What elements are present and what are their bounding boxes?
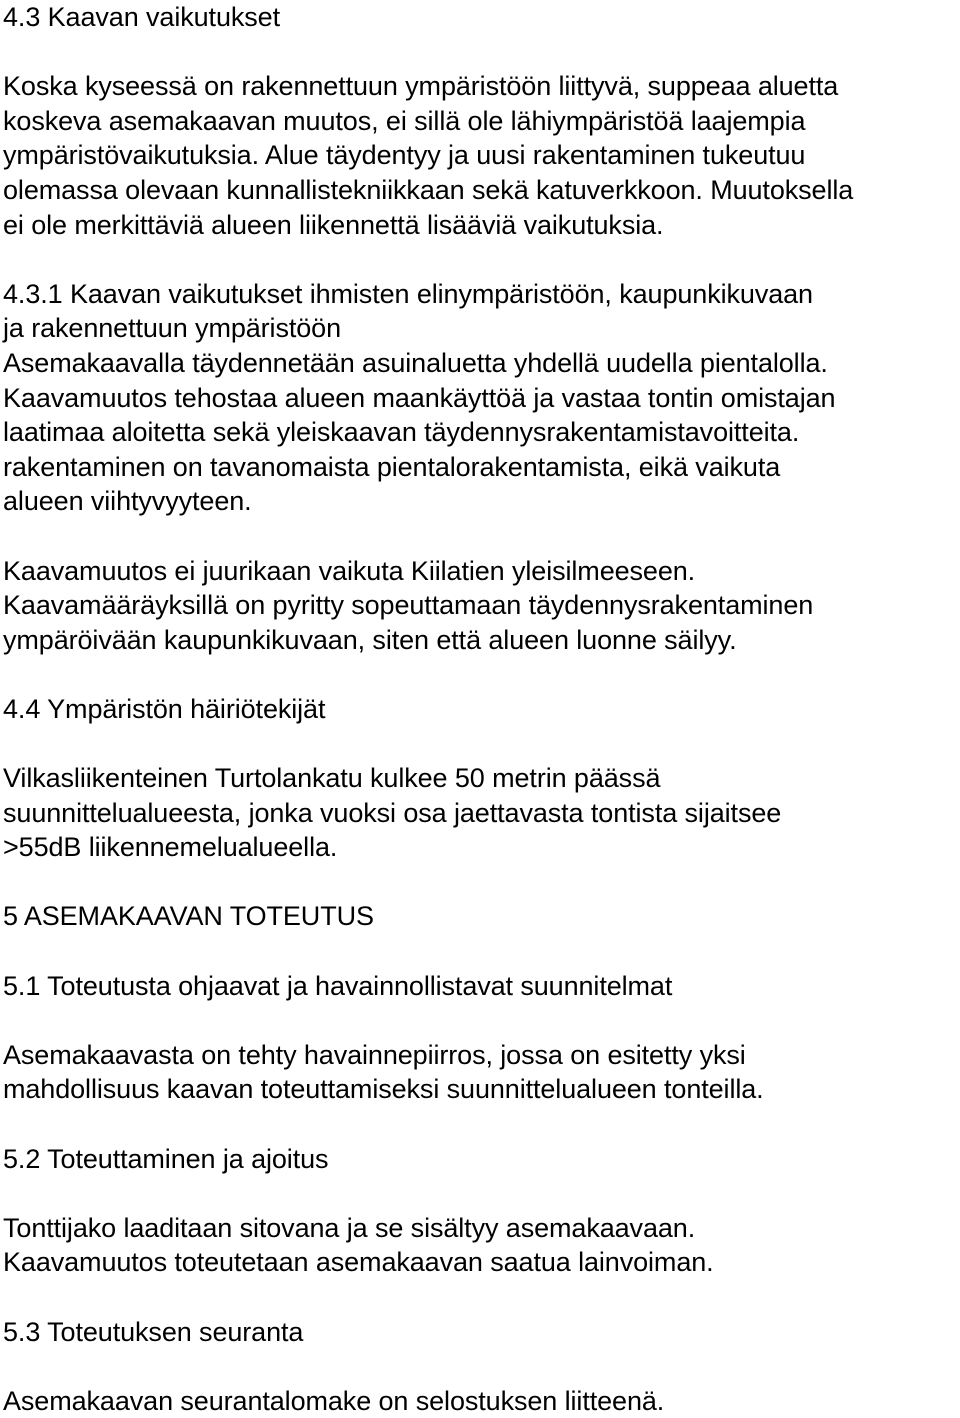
text-line: Kaavamuutos ei juurikaan vaikuta Kiilatien yleisilmeeseen. (3, 555, 696, 586)
text-line: Kaavamääräyksillä on pyritty sopeuttamaan täydennysrakentaminen (3, 590, 814, 621)
text-line: Tonttijako laaditaan sitovana ja se sisältyy asemakaavaan. (3, 1212, 696, 1243)
text-line: >55dB liikennemelualueella. (3, 832, 338, 863)
text-line: Asemakaavalla täydennetään asuinaluetta yhdellä uudella pientalolla. (3, 347, 828, 378)
spacer (3, 35, 958, 70)
text-line: Kaavamuutos toteutetaan asemakaavan saatua lainvoiman. (3, 1247, 714, 1278)
section-5-2-body (3, 1211, 958, 1280)
heading-line: 4.3.1 Kaavan vaikutukset ihmisten elinympäristöön, kaupunkikuvaan (3, 278, 813, 309)
spacer (3, 726, 958, 761)
spacer (3, 242, 958, 277)
section-4-3-body (3, 69, 958, 242)
text-line: koskeva asemakaavan muutos, ei sillä ole lähiympäristöä laajempia (3, 105, 806, 136)
spacer (3, 519, 958, 554)
heading-line: ja rakennettuun ympäristöön (3, 313, 342, 344)
section-5-1-body (3, 1038, 958, 1107)
spacer (3, 1280, 958, 1315)
section-5-3-body (3, 1384, 958, 1418)
spacer (3, 865, 958, 900)
text-line: Asemakaavasta on tehty havainnepiirros, jossa on esitetty yksi (3, 1039, 746, 1070)
text-line: ympäristövaikutuksia. Alue täydentyy ja uusi rakentaminen tukeutuu (3, 140, 806, 171)
text-line: ei ole merkittäviä alueen liikennettä lisääviä vaikutuksia. (3, 209, 664, 240)
section-4-3-1-heading (3, 277, 958, 346)
section-4-4-heading: 4.4 Ympäristön häiriötekijät (3, 693, 326, 724)
spacer (3, 934, 958, 969)
spacer (3, 1107, 958, 1142)
text-line: suunnittelualueesta, jonka vuoksi osa jaettavasta tontista sijaitsee (3, 797, 782, 828)
text-line: Kaavamuutos tehostaa alueen maankäyttöä ja vastaa tontin omistajan (3, 382, 836, 413)
section-5-3-heading: 5.3 Toteutuksen seuranta (3, 1316, 304, 1347)
section-5-2-heading: 5.2 Toteuttaminen ja ajoitus (3, 1143, 329, 1174)
spacer (3, 1003, 958, 1038)
section-5-1-heading: 5.1 Toteutusta ohjaavat ja havainnollistavat suunnitelmat (3, 970, 673, 1001)
text-line: alueen viihtyvyyteen. (3, 486, 252, 517)
text-line: laatimaa aloitetta sekä yleiskaavan täydennysrakentamistavoitteita. (3, 417, 800, 448)
text-line: Koska kyseessä on rakennettuun ympäristöön liittyvä, suppeaa aluetta (3, 71, 839, 102)
spacer (3, 1176, 958, 1211)
text-line: ympäröivään kaupunkikuvaan, siten että alueen luonne säilyy. (3, 624, 737, 655)
section-4-3-1-body (3, 346, 958, 519)
section-4-3-heading: 4.3 Kaavan vaikutukset (3, 2, 280, 32)
spacer (3, 1349, 958, 1384)
text-line: mahdollisuus kaavan toteuttamiseksi suunnittelualueen tonteilla. (3, 1074, 764, 1105)
text-line: Asemakaavan seurantalomake on selostuksen liitteenä. (3, 1385, 665, 1416)
spacer (3, 657, 958, 692)
text-line: olemassa olevaan kunnallistekniikkaan sekä katuverkkoon. Muutoksella (3, 174, 854, 205)
section-4-3-1-body-2 (3, 554, 958, 658)
section-4-4-body (3, 761, 958, 865)
section-5-heading: 5 ASEMAKAAVAN TOTEUTUS (3, 901, 374, 932)
text-line: Vilkasliikenteinen Turtolankatu kulkee 50 metrin päässä (3, 763, 661, 794)
document-page (3, 0, 958, 1418)
text-line: rakentaminen on tavanomaista pientalorakentamista, eikä vaikuta (3, 451, 781, 482)
